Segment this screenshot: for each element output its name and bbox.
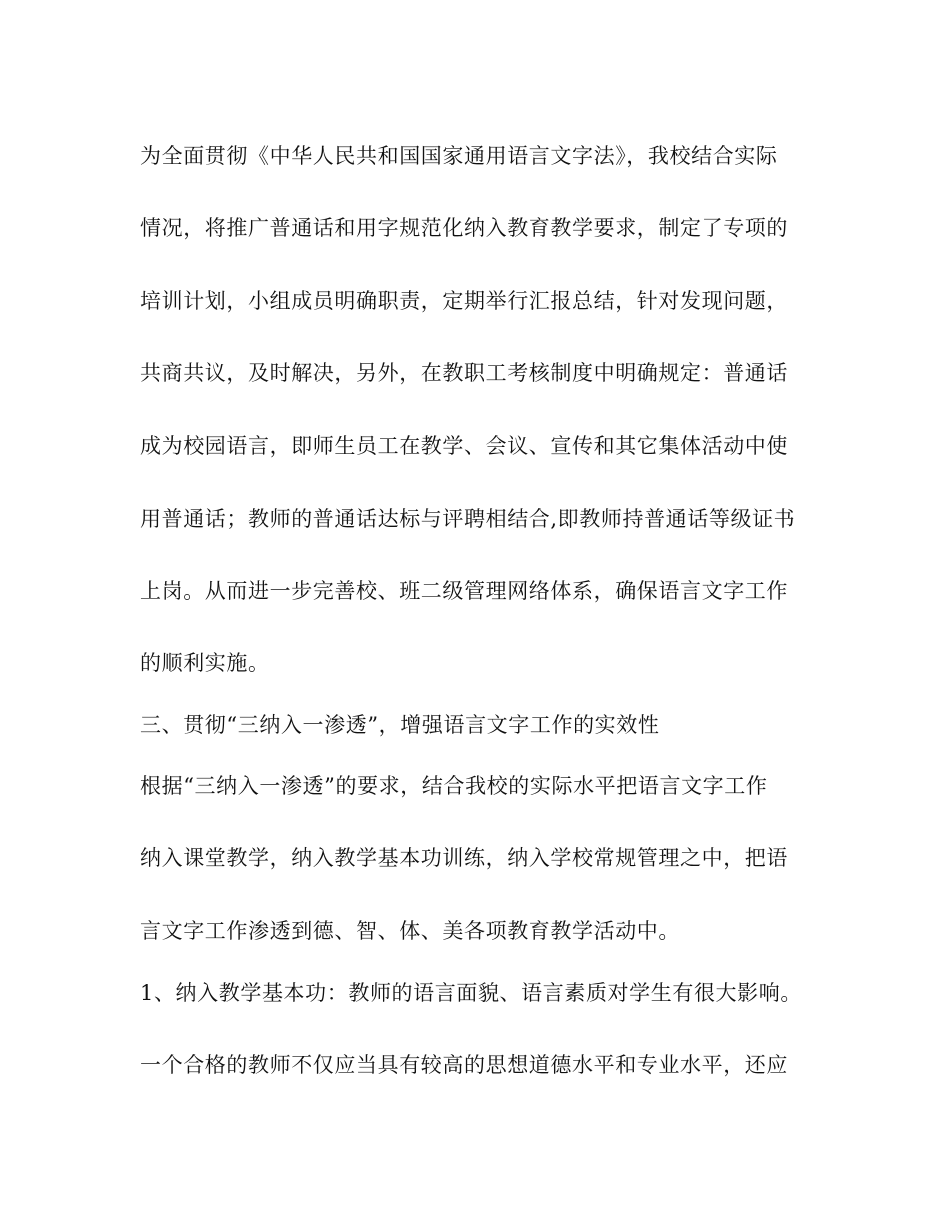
paragraph-line: 用普通话；教师的普通话达标与评聘相结合,即教师持普通话等级证书 (140, 507, 796, 531)
paragraph-line: 情况，将推广普通话和用字规范化纳入教育教学要求，制定了专项的 (140, 216, 788, 240)
paragraph-line: 上岗。从而进一步完善校、班二级管理网络体系，确保语言文字工作 (140, 579, 788, 603)
paragraph-line: 为全面贯彻《中华人民共和国国家通用语言文字法》，我校结合实际 (140, 144, 778, 168)
paragraph-line: 纳入课堂教学，纳入教学基本功训练，纳入学校常规管理之中，把语 (140, 846, 788, 870)
section-heading: 三、贯彻“三纳入一渗透”，增强语言文字工作的实效性 (140, 713, 660, 737)
paragraph-line: 一个合格的教师不仅应当具有较高的思想道德水平和专业水平，还应 (140, 1053, 788, 1077)
paragraph-line: 共商共议，及时解决，另外，在教职工考核制度中明确规定：普通话 (140, 361, 788, 385)
paragraph-line: 成为校园语言，即师生员工在教学、会议、宣传和其它集体活动中使 (140, 434, 788, 458)
paragraph-line: 言文字工作渗透到德、智、体、美各项教育教学活动中。 (140, 919, 680, 943)
paragraph-line: 1、纳入教学基本功：教师的语言面貌、语言素质对学生有很大影响。 (140, 981, 802, 1005)
paragraph-line: 的顺利实施。 (140, 651, 270, 675)
paragraph-line: 培训计划，小组成员明确职责，定期举行汇报总结，针对发现问题， (140, 289, 788, 313)
paragraph-line: 根据“三纳入一渗透”的要求，结合我校的实际水平把语言文字工作 (140, 774, 768, 798)
